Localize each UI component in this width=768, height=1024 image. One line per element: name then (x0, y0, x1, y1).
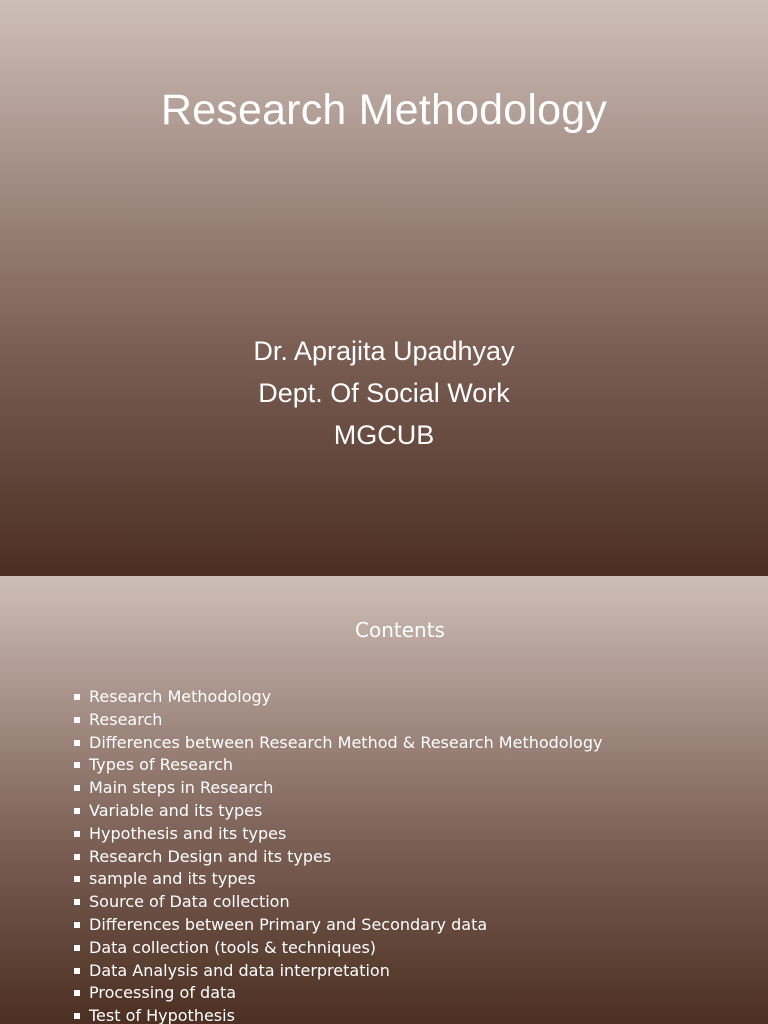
square-bullet-icon (74, 968, 80, 974)
square-bullet-icon (74, 990, 80, 996)
contents-slide (0, 576, 768, 1024)
square-bullet-icon (74, 762, 80, 768)
list-item: Differences between Research Method & Research Methodology (72, 732, 602, 755)
list-item: Data collection (tools & techniques) (72, 937, 602, 960)
square-bullet-icon (74, 694, 80, 700)
square-bullet-icon (74, 854, 80, 860)
contents-title: Contents (355, 618, 445, 642)
list-item: Main steps in Research (72, 777, 602, 800)
square-bullet-icon (74, 876, 80, 882)
square-bullet-icon (74, 740, 80, 746)
square-bullet-icon (74, 945, 80, 951)
square-bullet-icon (74, 899, 80, 905)
square-bullet-icon (74, 831, 80, 837)
square-bullet-icon (74, 717, 80, 723)
author-name: Dr. Aprajita Upadhyay (253, 336, 515, 366)
list-item: Data Analysis and data interpretation (72, 960, 602, 983)
list-item: Processing of data (72, 982, 602, 1005)
square-bullet-icon (74, 922, 80, 928)
author-department: Dept. Of Social Work (258, 378, 510, 408)
square-bullet-icon (74, 785, 80, 791)
list-item: Research Methodology (72, 686, 602, 709)
square-bullet-icon (74, 1013, 80, 1019)
list-item: Research Design and its types (72, 846, 602, 869)
author-block (0, 330, 768, 456)
list-item: Hypothesis and its types (72, 823, 602, 846)
presentation-title: Research Methodology (160, 86, 608, 134)
list-item: Source of Data collection (72, 891, 602, 914)
list-item: Research (72, 709, 602, 732)
list-item: Variable and its types (72, 800, 602, 823)
list-item: Test of Hypothesis (72, 1005, 602, 1024)
list-item: Types of Research (72, 754, 602, 777)
square-bullet-icon (74, 808, 80, 814)
list-item: Differences between Primary and Secondary data (72, 914, 602, 937)
list-item: sample and its types (72, 868, 602, 891)
author-institution: MGCUB (333, 420, 435, 450)
contents-list (72, 686, 602, 1024)
